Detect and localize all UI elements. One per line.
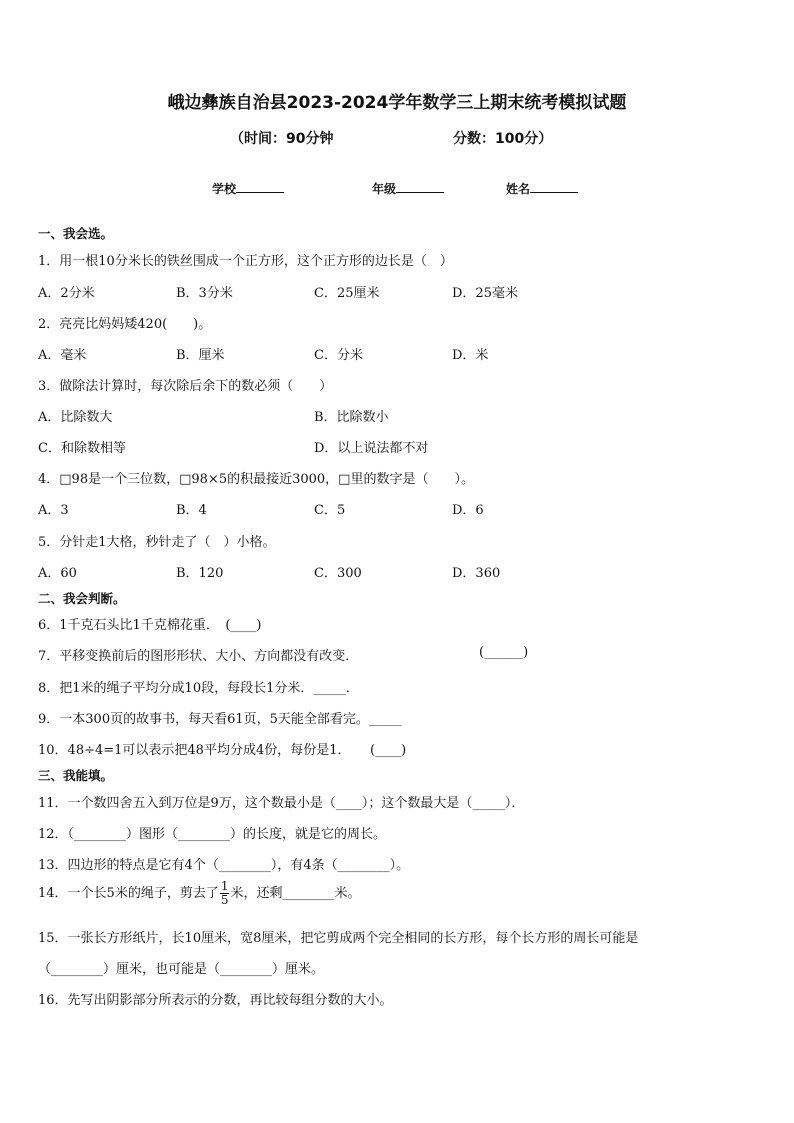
section-1-heading: 一、我会选。 (38, 226, 114, 241)
exam-time: （时间：90分钟 (230, 131, 334, 147)
question-5: 5．分针走1大格，秒针走了（ ）小格。 (38, 535, 276, 550)
question-15-line1: 15．一张长方形纸片，长10厘米，宽8厘米，把它剪成两个完全相同的长方形，每个长方形的周长可能是 (38, 931, 639, 946)
name-label: 姓名 (506, 182, 531, 196)
grade-field (372, 180, 444, 197)
q3-option-b[interactable]: B．比除数小 (314, 410, 389, 425)
q1-option-a[interactable]: A．2分米 (38, 286, 95, 301)
q5-option-b[interactable]: B．120 (176, 566, 224, 581)
q14-text-start: 14．一个长5米的绳子，剪去了 (38, 886, 219, 901)
name-blank[interactable] (530, 180, 578, 193)
question-15-line2: （________）厘米，也可能是（________）厘米。 (38, 962, 325, 977)
q1-option-d[interactable]: D．25毫米 (452, 286, 518, 301)
question-6: 6．1千克石头比1千克棉花重． (____) (38, 618, 262, 633)
section-2-heading: 二、我会判断。 (38, 591, 126, 606)
question-10: 10．48÷4=1可以表示把48平均分成4份，每份是1． (____) (38, 743, 407, 758)
q4-option-a[interactable]: A．3 (38, 503, 69, 518)
fraction-denominator: 5 (220, 893, 229, 907)
question-13: 13．四边形的特点是它有4个（________），有4条（________）。 (38, 858, 410, 873)
q2-option-b[interactable]: B．厘米 (176, 348, 225, 363)
question-11: 11．一个数四舍五入到万位是9万，这个数最小是（____）；这个数最大是（_____）． (38, 796, 525, 811)
q1-option-b[interactable]: B．3分米 (176, 286, 233, 301)
school-label: 学校 (212, 182, 237, 196)
grade-label: 年级 (372, 182, 397, 196)
q4-option-c[interactable]: C．5 (314, 503, 346, 518)
section-3-heading: 三、我能填。 (38, 768, 114, 783)
school-blank[interactable] (236, 180, 284, 193)
question-3: 3．做除法计算时，每次除后余下的数必须（ ） (38, 379, 333, 394)
question-4: 4．□98是一个三位数，□98×5的积最接近3000，□里的数字是（ ）。 (38, 472, 474, 487)
q3-option-c[interactable]: C．和除数相等 (38, 441, 126, 456)
fraction-one-fifth (220, 880, 230, 907)
fraction-numerator: 1 (220, 879, 229, 893)
question-14 (38, 880, 360, 907)
grade-blank[interactable] (396, 180, 444, 193)
q7-answer-blank[interactable]: (______) (479, 645, 529, 660)
q3-option-d[interactable]: D．以上说法都不对 (314, 441, 429, 456)
exam-title: 峨边彝族自治县2023-2024学年数学三上期末统考模拟试题 (167, 93, 627, 113)
q2-option-d[interactable]: D．米 (452, 348, 489, 363)
q5-option-a[interactable]: A．60 (38, 566, 77, 581)
q4-option-b[interactable]: B．4 (176, 503, 207, 518)
q14-text-end: 米，还剩________米。 (230, 886, 361, 901)
question-7: 7．平移变换前后的图形形状、大小、方向都没有改变． (38, 649, 359, 664)
question-12: 12．（________）图形（________）的长度，就是它的周长。 (38, 827, 387, 842)
q3-option-a[interactable]: A．比除数大 (38, 410, 113, 425)
q4-option-d[interactable]: D．6 (452, 503, 484, 518)
q5-option-d[interactable]: D．360 (452, 566, 501, 581)
q2-option-c[interactable]: C．分米 (314, 348, 363, 363)
question-1: 1．用一根10分米长的铁丝围成一个正方形，这个正方形的边长是（ ） (38, 254, 453, 269)
q1-option-c[interactable]: C．25厘米 (314, 286, 380, 301)
question-9: 9．一本300页的故事书，每天看61页，5天能全部看完。_____ (38, 712, 402, 727)
q2-option-a[interactable]: A．毫米 (38, 348, 87, 363)
exam-score: 分数：100分） (453, 131, 553, 147)
question-2: 2．亮亮比妈妈矮420( )。 (38, 317, 212, 332)
question-16: 16．先写出阴影部分所表示的分数，再比较每组分数的大小。 (38, 993, 393, 1008)
name-field (506, 180, 578, 197)
school-field (212, 180, 284, 197)
q5-option-c[interactable]: C．300 (314, 566, 362, 581)
question-8: 8．把1米的绳子平均分成10段，每段长1分米．_____． (38, 681, 359, 696)
